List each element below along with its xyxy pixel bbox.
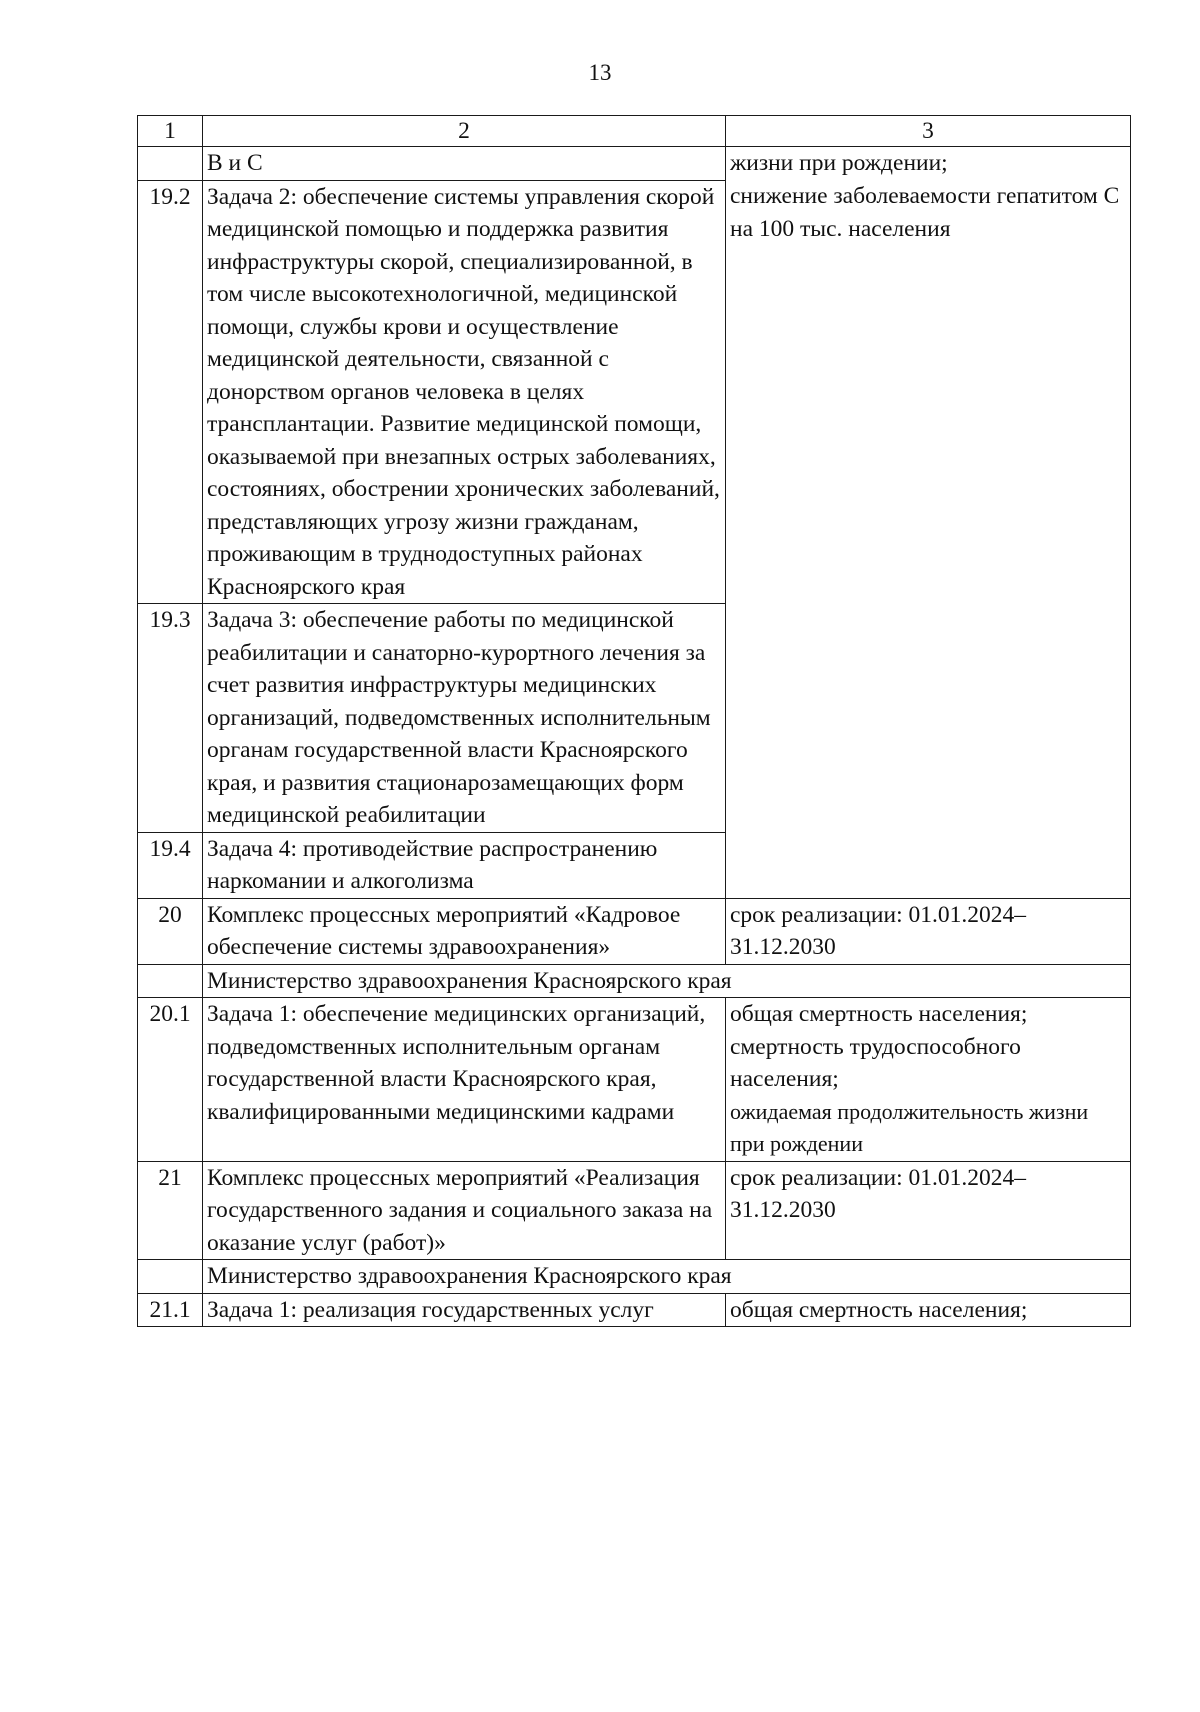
page-number: 13 — [588, 60, 612, 85]
row-text: Задача 3: обеспечение работы по медицинской реабилитации и санаторно-курортного лечения за счет развития инфраструктуры медицинских организаций, подведомственных исполнительным органам государственной власти Красноярского края, и развития стационарозамещающих форм медицинской реабилитации — [203, 604, 726, 833]
row-number — [138, 1260, 203, 1294]
indicator-main: общая смертность населения; смертность трудоспособного населения; — [730, 1001, 1028, 1092]
row-indicator — [726, 604, 1131, 833]
table-row — [138, 1161, 1131, 1260]
table-section-row — [138, 1260, 1131, 1294]
row-number: 20.1 — [138, 998, 203, 1162]
row-number: 19.2 — [138, 180, 203, 604]
table-row — [138, 147, 1131, 181]
row-indicator: снижение заболеваемости гепатитом С на 100 тыс. населения — [726, 180, 1131, 604]
row-number: 20 — [138, 898, 203, 964]
row-number: 19.4 — [138, 832, 203, 898]
table-row — [138, 180, 1131, 604]
row-text: Задача 4: противодействие распространению наркомании и алкоголизма — [203, 832, 726, 898]
row-indicator: общая смертность населения; — [726, 1293, 1131, 1327]
row-number: 21.1 — [138, 1293, 203, 1327]
table-row — [138, 604, 1131, 833]
table-row — [138, 898, 1131, 964]
header-col-1: 1 — [138, 116, 203, 147]
section-title: Министерство здравоохранения Красноярского края — [203, 1260, 1131, 1294]
row-text: Задача 1: обеспечение медицинских организаций, подведомственных исполнительным органам государственной власти Красноярского края, квалифицированными медицинскими кадрами — [203, 998, 726, 1162]
row-text: Задача 1: реализация государственных услуг — [203, 1293, 726, 1327]
section-title: Министерство здравоохранения Красноярского края — [203, 964, 1131, 998]
header-col-2: 2 — [203, 116, 726, 147]
row-text: В и С — [203, 147, 726, 181]
row-indicator: срок реализации: 01.01.2024–31.12.2030 — [726, 1161, 1131, 1260]
table-header-row — [138, 116, 1131, 147]
row-number: 21 — [138, 1161, 203, 1260]
row-number — [138, 964, 203, 998]
row-indicator: жизни при рождении; — [726, 147, 1131, 181]
header-col-3: 3 — [726, 116, 1131, 147]
table-row — [138, 1293, 1131, 1327]
row-indicator — [726, 998, 1131, 1162]
indicator-secondary: ожидаемая продолжительность жизни при рождении — [730, 1098, 1089, 1156]
row-number — [138, 147, 203, 181]
row-text: Комплекс процессных мероприятий «Реализация государственного задания и социального заказа на оказание услуг (работ)» — [203, 1161, 726, 1260]
row-text: Комплекс процессных мероприятий «Кадровое обеспечение системы здравоохранения» — [203, 898, 726, 964]
document-table — [137, 115, 1131, 1327]
table-row — [138, 832, 1131, 898]
row-number: 19.3 — [138, 604, 203, 833]
table-row — [138, 998, 1131, 1162]
row-indicator — [726, 832, 1131, 898]
row-indicator: срок реализации: 01.01.2024–31.12.2030 — [726, 898, 1131, 964]
row-text: Задача 2: обеспечение системы управления скорой медицинской помощью и поддержка развития инфраструктуры скорой, специализированной, в том числе высокотехнологичной, медицинской помощи, службы крови и осуществление медицинской деятельности, связанной с донорством органов человека в целях трансплантации. Развитие медицинской помощи, оказываемой при внезапных острых заболеваниях, состояниях, обострении хронических заболеваний, представляющих угрозу жизни гражданам, проживающим в труднодоступных районах Красноярского края — [203, 180, 726, 604]
table-section-row — [138, 964, 1131, 998]
